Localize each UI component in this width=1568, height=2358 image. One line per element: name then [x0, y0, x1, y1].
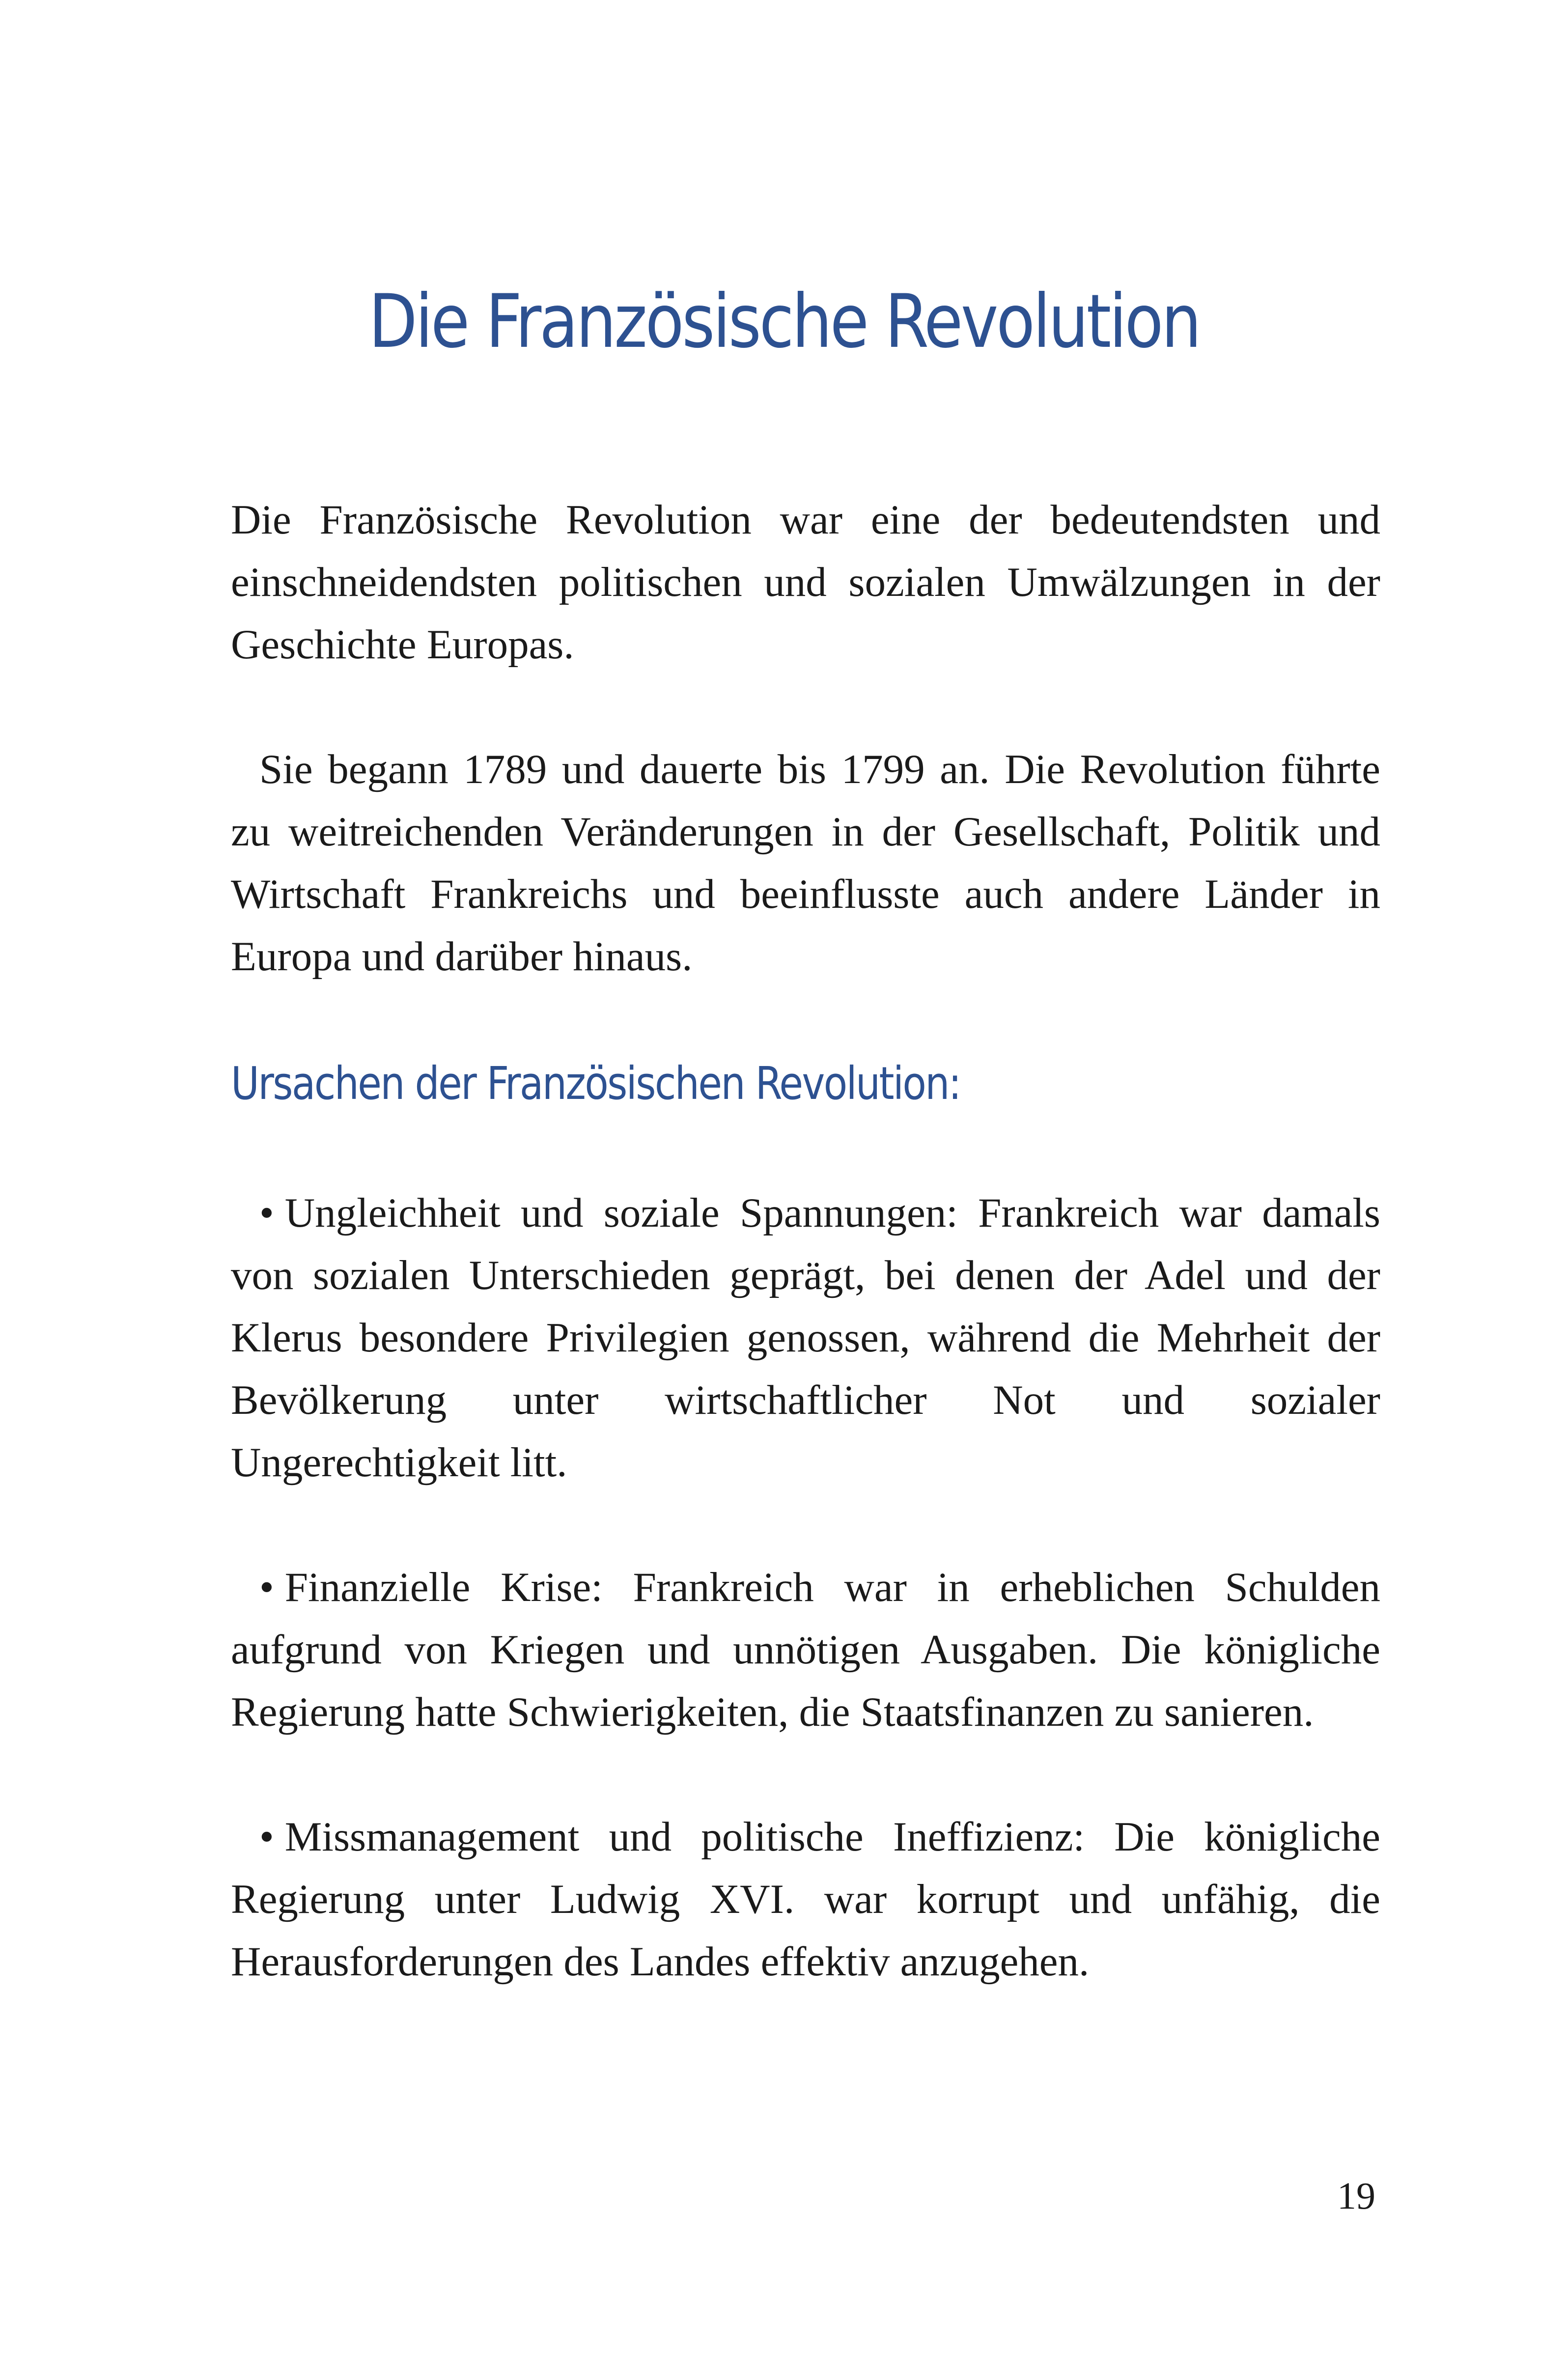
bullet-icon: •	[259, 1564, 274, 1610]
page-body	[231, 489, 1380, 1993]
page-number: 19	[1337, 2174, 1375, 2217]
list-item-text: Missmanagement und politische Ineffizienz: Die königliche Regierung unter Ludwig XVI. war korrupt und unfähig, die Herausforderungen des Landes effektiv anzugehen.	[231, 1814, 1380, 1985]
intro-paragraph: Die Französische Revolution war eine der bedeutendsten und einschneidendsten politischen und sozialen Umwälzungen in der Geschichte Europas.	[231, 497, 1380, 668]
causes-list	[231, 1182, 1380, 1993]
timeline-paragraph: Sie begann 1789 und dauerte bis 1799 an. Die Revolution führte zu weitreichenden Veränderungen in der Gesellschaft, Politik und Wirtschaft Frankreichs und beeinflusste auch andere Länder in Europa und darüber hinaus.	[231, 746, 1380, 980]
list-item	[231, 1182, 1380, 1494]
page-title: Die Französische Revolution	[368, 279, 1200, 365]
bullet-icon: •	[259, 1190, 274, 1236]
list-item	[231, 1806, 1380, 1993]
section-heading: Ursachen der Französischen Revolution:	[231, 1057, 960, 1110]
list-item-text: Finanzielle Krise: Frankreich war in erheblichen Schulden aufgrund von Kriegen und unnötigen Ausgaben. Die königliche Regierung hatte Schwierigkeiten, die Staatsfinanzen zu sanieren.	[231, 1564, 1380, 1735]
list-item-text: Ungleichheit und soziale Spannungen: Frankreich war damals von sozialen Unterschieden geprägt, bei denen der Adel und der Klerus besondere Privilegien genossen, während die Mehrheit der Bevölkerung unter wirtschaftlicher Not und sozialer Ungerechtigkeit litt.	[231, 1190, 1380, 1486]
bullet-icon: •	[259, 1814, 274, 1860]
list-item	[231, 1556, 1380, 1743]
